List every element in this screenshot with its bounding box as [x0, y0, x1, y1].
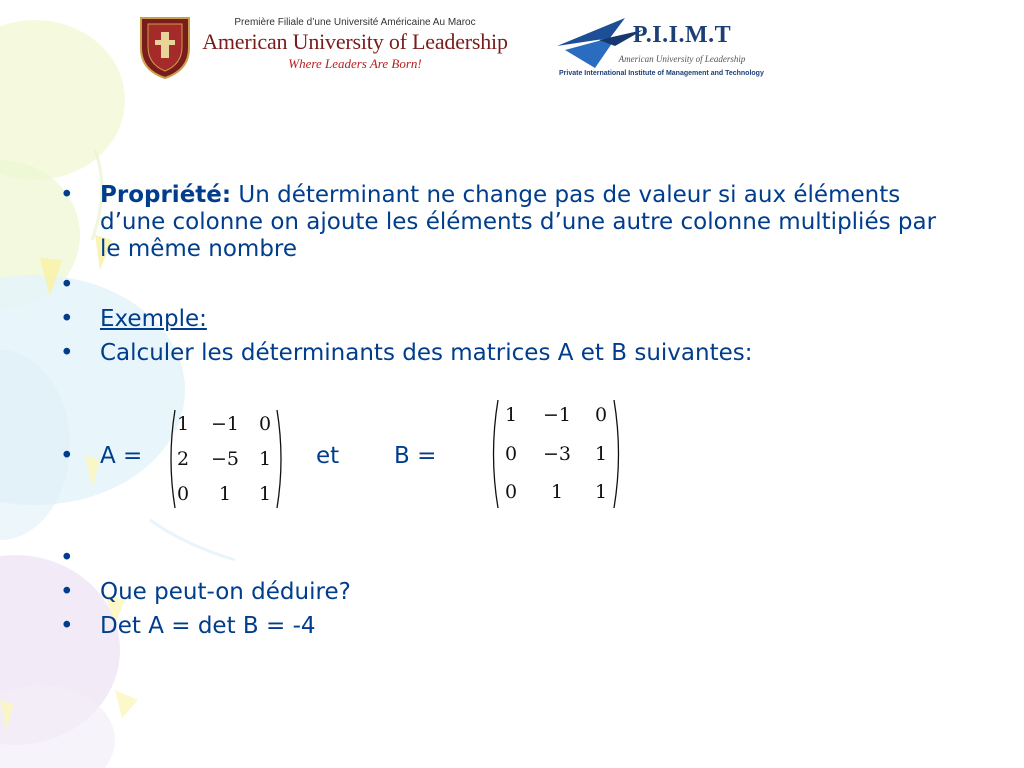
- matrix-b-label: B =: [394, 443, 437, 469]
- et-label: et: [316, 443, 340, 469]
- matrix-b-cell: 1: [594, 443, 608, 465]
- bullet-dot: •: [60, 443, 74, 469]
- answer-text: Det A = det B = -4: [100, 613, 316, 639]
- matrix-b-cell: 0: [594, 404, 608, 426]
- piimt-subtitle: American University of Leadership: [618, 54, 746, 64]
- aul-name: American University of Leadership: [202, 29, 508, 54]
- aul-motto: Where Leaders Are Born!: [288, 56, 422, 71]
- matrix-b-cell: 1: [504, 404, 518, 426]
- propriete-text: [100, 182, 960, 263]
- left-paren: [494, 400, 499, 508]
- matrix-a-cell: −5: [210, 448, 240, 470]
- bullet-dot: •: [60, 182, 74, 208]
- matrix-a-cell: 1: [258, 448, 272, 470]
- bullet-exemple: [60, 306, 960, 333]
- bullet-propriete: [60, 182, 960, 264]
- exemple-heading: Exemple:: [100, 306, 207, 332]
- piimt-title: P.I.I.M.T: [632, 22, 732, 48]
- matrix-a-cell: 2: [176, 448, 190, 470]
- american-university-logo: [133, 12, 513, 84]
- matrix-a-cell: 0: [176, 483, 190, 505]
- matrix-a-cell: 1: [218, 483, 232, 505]
- right-paren: [614, 400, 619, 508]
- matrix-b: [487, 398, 625, 510]
- matrix-a-cell: 1: [176, 413, 190, 435]
- bullet-answer: [60, 613, 960, 640]
- matrix-a-cell: 0: [258, 413, 272, 435]
- propriete-body: Un déterminant ne change pas de valeur si aux éléments d’une colonne on ajoute les éléments d’une autre colonne multipliés par le même nombre: [100, 182, 937, 262]
- bullet-dot: •: [60, 545, 74, 571]
- matrix-b-cell: 0: [504, 481, 518, 503]
- bullet-question: [60, 579, 960, 606]
- bullet-dot: •: [60, 579, 74, 605]
- piimt-footer: Private International Institute of Management and Technology: [559, 70, 764, 77]
- aul-tagline: Première Filiale d’une Université Américaine Au Maroc: [234, 17, 476, 28]
- bullet-dot: •: [60, 306, 74, 332]
- matrix-a: [165, 408, 287, 510]
- bullet-empty: [60, 272, 960, 299]
- bullet-dot: •: [60, 613, 74, 639]
- matrix-b-cell: −1: [542, 404, 572, 426]
- bullet-calculer: [60, 340, 960, 367]
- matrix-a-label: A =: [100, 443, 143, 469]
- matrix-b-cell: −3: [542, 443, 572, 465]
- matrix-a-cell: −1: [210, 413, 240, 435]
- right-paren: [277, 410, 281, 508]
- matrix-a-cell: 1: [258, 483, 272, 505]
- matrix-b-cell: 1: [594, 481, 608, 503]
- bullet-empty: [60, 545, 960, 572]
- aul-seal-icon: [135, 14, 195, 80]
- bullet-dot: •: [60, 340, 74, 366]
- calculer-text: Calculer les déterminants des matrices A et B suivantes:: [100, 340, 753, 366]
- matrix-b-cell: 1: [550, 481, 564, 503]
- bullet-dot: •: [60, 272, 74, 298]
- propriete-label: Propriété:: [100, 182, 232, 208]
- left-paren: [171, 410, 175, 508]
- question-text: Que peut-on déduire?: [100, 579, 351, 605]
- piimt-logo: [555, 12, 785, 84]
- matrix-b-cell: 0: [504, 443, 518, 465]
